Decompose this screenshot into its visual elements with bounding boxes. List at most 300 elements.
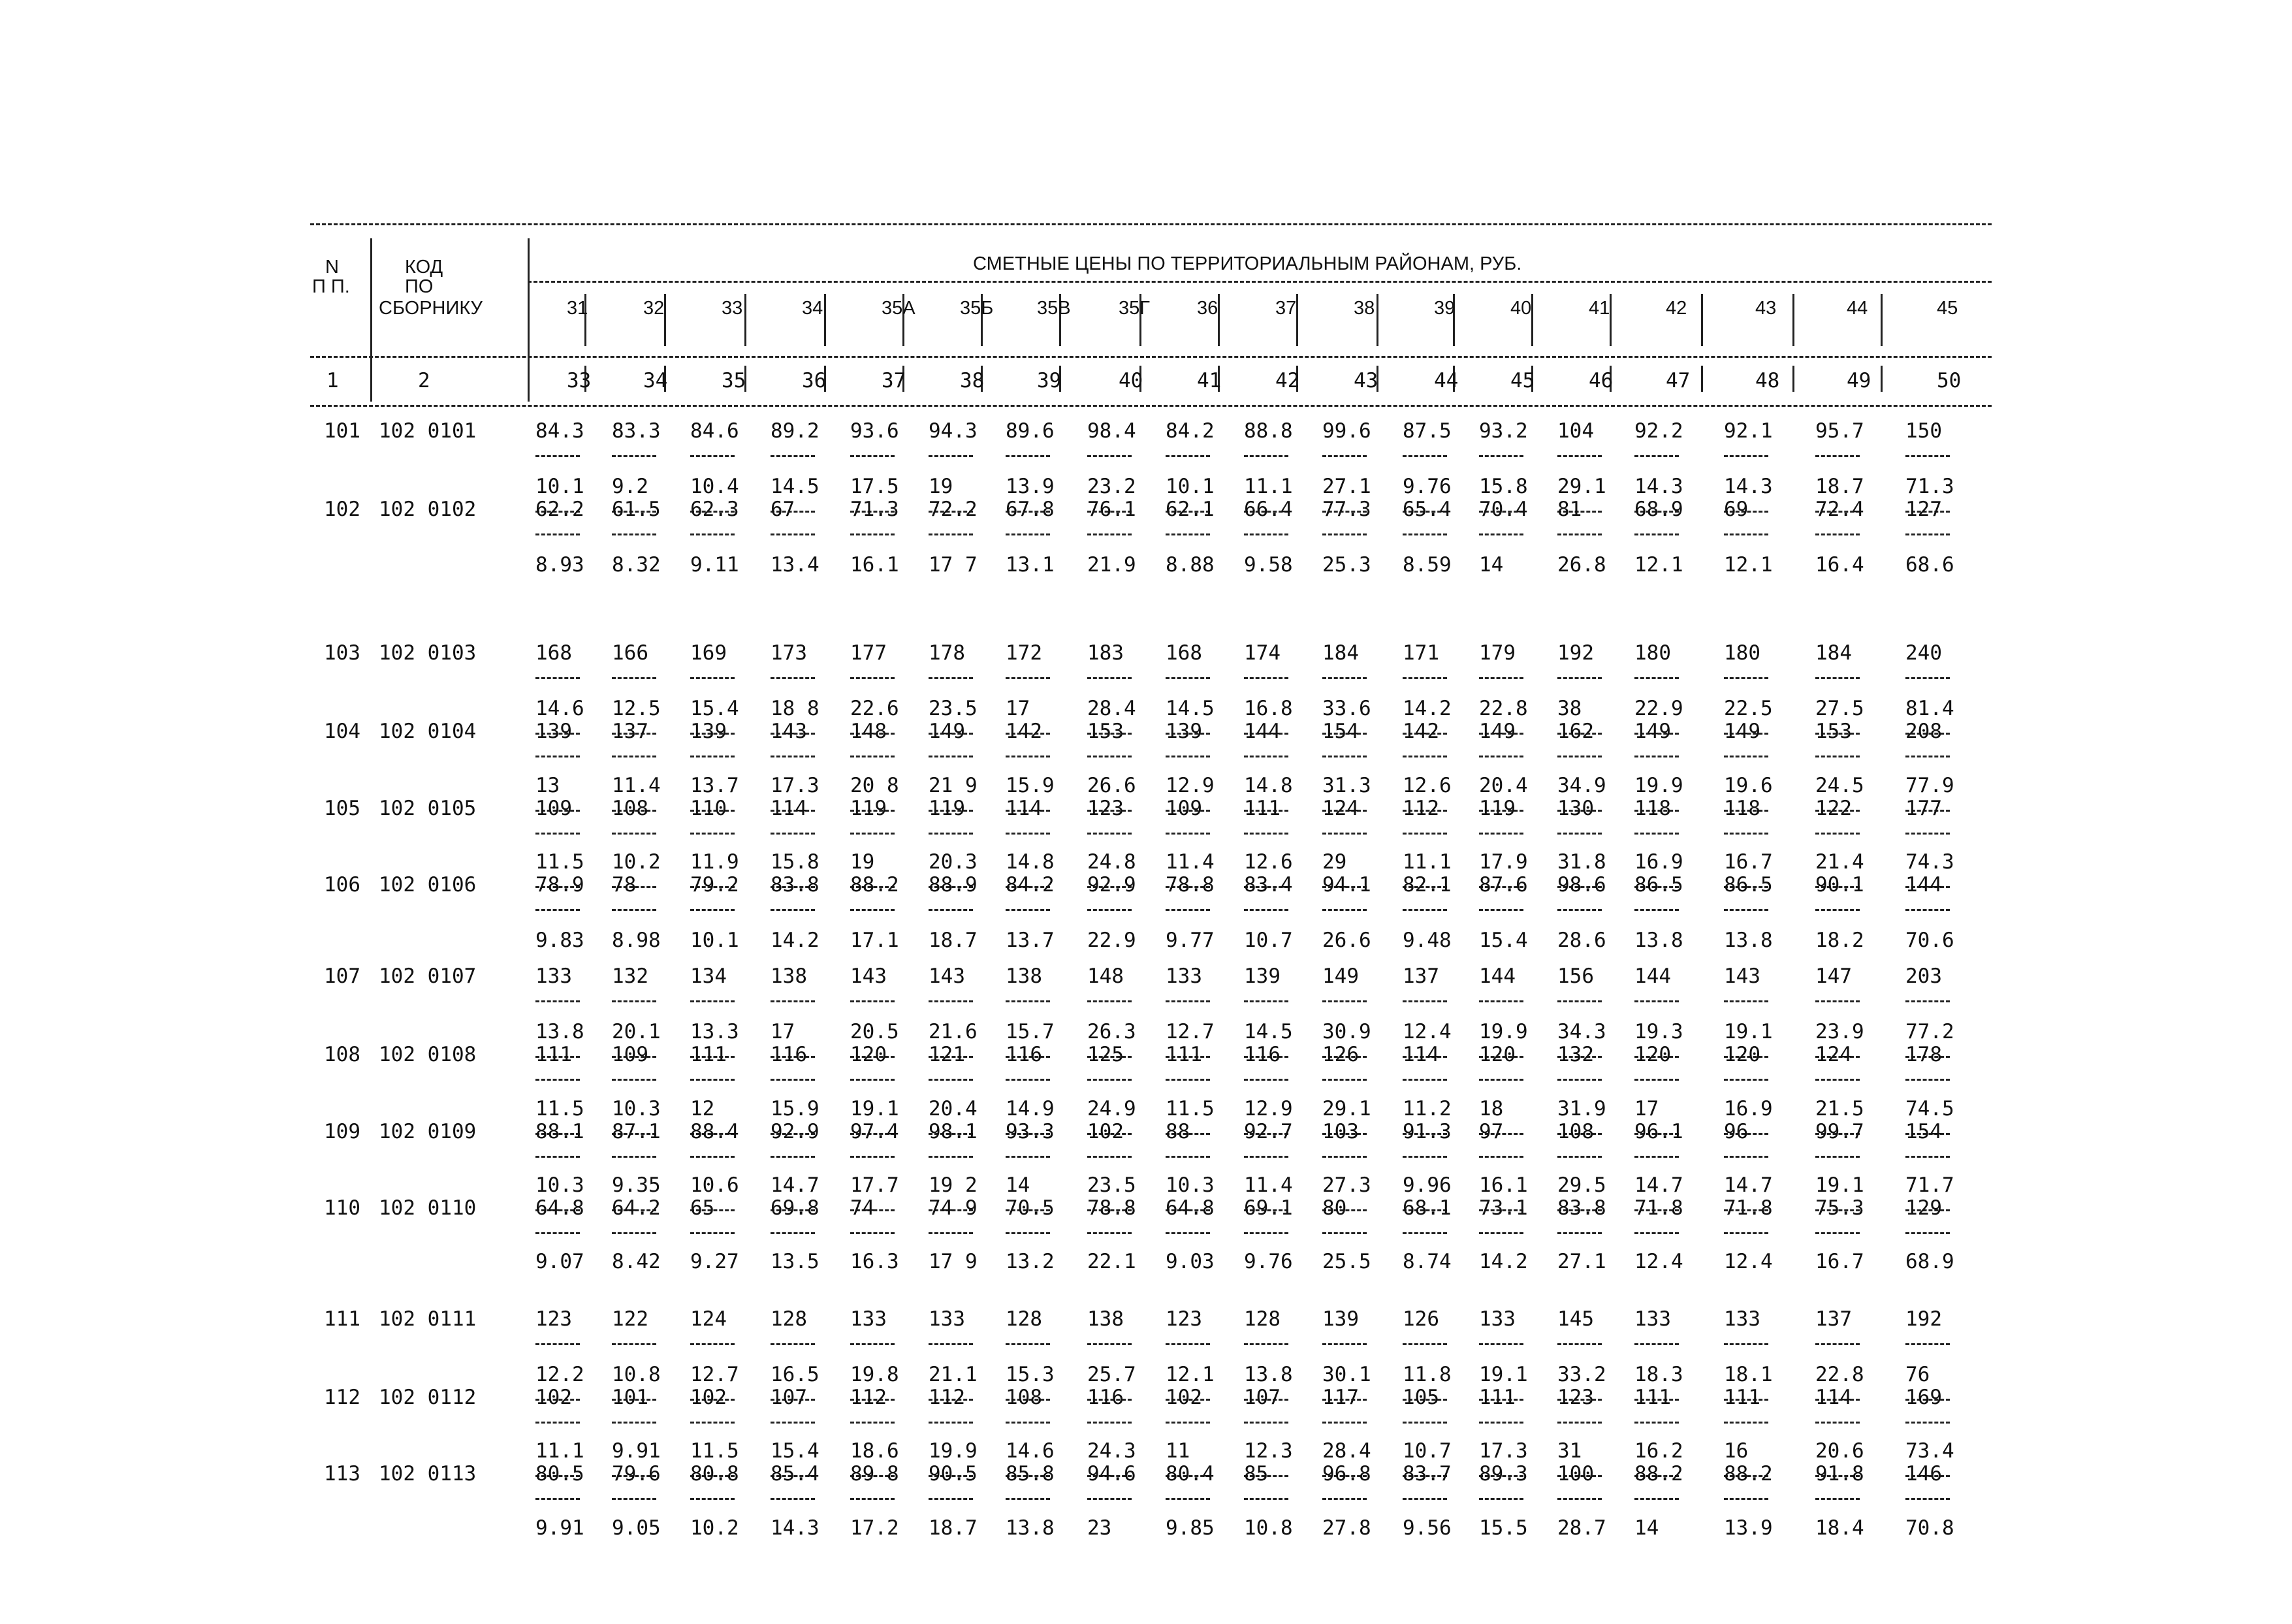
fraction-rule — [1724, 1000, 1768, 1002]
header-divider-region — [1610, 294, 1612, 346]
price-cell: 112 — [1403, 797, 1439, 820]
price-cell: 17 — [1006, 697, 1030, 720]
price-cell: 88.2 — [1724, 1462, 1773, 1486]
fraction-rule — [1815, 1232, 1860, 1234]
row-number: 106 — [324, 873, 360, 897]
fraction-rule — [1087, 833, 1132, 835]
row-code: 102 0113 — [379, 1462, 477, 1486]
price-cell: 38 — [1557, 697, 1582, 720]
price-cell: 16.7 — [1724, 850, 1773, 874]
price-cell: 72.2 — [929, 498, 978, 521]
fraction-rule — [535, 455, 580, 457]
fraction-rule — [1403, 1000, 1447, 1002]
price-cell: 10.2 — [690, 1516, 739, 1540]
price-cell: 88 — [1166, 1120, 1190, 1143]
fraction-rule — [1905, 1498, 1950, 1500]
price-cell: 117 — [1322, 1386, 1359, 1409]
price-cell: 16.2 — [1634, 1439, 1683, 1463]
fraction-rule — [929, 677, 973, 679]
price-cell: 23 — [1087, 1516, 1112, 1540]
price-cell: 107 — [1244, 1386, 1281, 1409]
fraction-rule — [1006, 677, 1050, 679]
fraction-rule — [612, 756, 656, 757]
price-cell: 114 — [771, 797, 807, 820]
price-cell: 33.2 — [1557, 1363, 1606, 1386]
header-divider-region — [664, 294, 666, 346]
price-cell: 144 — [1905, 873, 1942, 897]
fraction-rule — [1244, 1000, 1288, 1002]
fraction-rule — [929, 833, 973, 835]
price-cell: 180 — [1724, 641, 1760, 665]
price-cell: 68.1 — [1403, 1196, 1452, 1220]
fraction-rule — [1087, 455, 1132, 457]
price-cell: 23.5 — [929, 697, 978, 720]
price-cell: 11.5 — [690, 1439, 739, 1463]
price-cell: 9.35 — [612, 1173, 661, 1197]
price-cell: 14 — [1479, 553, 1504, 577]
fraction-rule — [1403, 677, 1447, 679]
price-cell: 168 — [1166, 641, 1202, 665]
price-cell: 77.2 — [1905, 1020, 1954, 1043]
price-cell: 119 — [850, 797, 887, 820]
fraction-rule — [1087, 1232, 1132, 1234]
price-cell: 19.1 — [1479, 1363, 1528, 1386]
price-cell: 111 — [1479, 1386, 1516, 1409]
price-cell: 14.3 — [1634, 475, 1683, 498]
price-cell: 120 — [1634, 1043, 1671, 1066]
fraction-rule — [1634, 533, 1679, 535]
header-region-16: 43 — [1755, 298, 1777, 319]
fraction-rule — [1724, 455, 1768, 457]
price-cell: 78.9 — [535, 873, 584, 897]
fraction-rule — [1724, 1422, 1768, 1424]
price-cell: 21 9 — [929, 774, 978, 797]
row-code: 102 0105 — [379, 797, 477, 820]
fraction-rule — [1087, 1498, 1132, 1500]
fraction-rule — [929, 909, 973, 911]
fraction-rule — [1244, 677, 1288, 679]
price-cell: 14.8 — [1244, 774, 1293, 797]
price-cell: 13.1 — [1006, 553, 1055, 577]
fraction-rule — [690, 1422, 735, 1424]
price-cell: 143 — [1724, 964, 1760, 988]
header-pp-label: П П. — [312, 276, 350, 297]
fraction-rule — [1557, 1232, 1602, 1234]
price-cell: 130 — [1557, 797, 1594, 820]
header-divider-region — [1377, 294, 1378, 346]
price-cell: 102 — [1166, 1386, 1202, 1409]
price-cell: 9.27 — [690, 1250, 739, 1273]
price-cell: 11.1 — [1403, 850, 1452, 874]
fraction-rule — [771, 1156, 815, 1158]
price-cell: 13.7 — [690, 774, 739, 797]
price-cell: 28.4 — [1322, 1439, 1371, 1463]
header-colnum-5: 35 — [722, 369, 746, 392]
price-cell: 12.1 — [1724, 553, 1773, 577]
price-cell: 10.3 — [535, 1173, 584, 1197]
fraction-rule — [1322, 833, 1367, 835]
price-cell: 72.4 — [1815, 498, 1864, 521]
fraction-rule — [612, 533, 656, 535]
fraction-rule — [1479, 1232, 1523, 1234]
price-cell: 19.9 — [1479, 1020, 1528, 1043]
price-cell: 92.9 — [771, 1120, 820, 1143]
price-cell: 8.98 — [612, 929, 661, 952]
price-cell: 11.9 — [690, 850, 739, 874]
price-cell: 110 — [690, 797, 727, 820]
price-cell: 12.4 — [1403, 1020, 1452, 1043]
fraction-rule — [1479, 1000, 1523, 1002]
price-cell: 132 — [612, 964, 648, 988]
header-divider-region — [744, 294, 746, 346]
price-cell: 89.3 — [1479, 1462, 1528, 1486]
row-number: 103 — [324, 641, 360, 665]
price-cell: 11 — [1166, 1439, 1190, 1463]
price-cell: 92.9 — [1087, 873, 1136, 897]
price-cell: 10.2 — [612, 850, 661, 874]
price-cell: 127 — [1905, 498, 1942, 521]
fraction-rule — [1166, 533, 1210, 535]
price-cell: 109 — [612, 1043, 648, 1066]
fraction-rule — [850, 455, 895, 457]
fraction-rule — [1479, 677, 1523, 679]
header-colnum-9: 39 — [1037, 369, 1062, 392]
header-divider-region — [1792, 294, 1794, 346]
fraction-rule — [1244, 1079, 1288, 1081]
fraction-rule — [1322, 533, 1367, 535]
price-cell: 9.58 — [1244, 553, 1293, 577]
fraction-rule — [1087, 1079, 1132, 1081]
header-colnum-3: 33 — [567, 369, 592, 392]
price-cell: 78.8 — [1166, 873, 1215, 897]
price-cell: 17.5 — [850, 475, 899, 498]
price-cell: 27.5 — [1815, 697, 1864, 720]
fraction-rule — [1403, 909, 1447, 911]
price-cell: 162 — [1557, 720, 1594, 743]
price-cell: 83.7 — [1403, 1462, 1452, 1486]
header-region-7: 35В — [1037, 298, 1071, 319]
header-colnum-10: 40 — [1119, 369, 1143, 392]
header-divider-colnum — [1792, 366, 1794, 392]
fraction-rule — [612, 1498, 656, 1500]
fraction-rule — [690, 1498, 735, 1500]
price-cell: 14 — [1006, 1173, 1030, 1197]
price-cell: 16.4 — [1815, 553, 1864, 577]
price-cell: 68.9 — [1634, 498, 1683, 521]
fraction-rule — [1087, 677, 1132, 679]
fraction-rule — [1166, 833, 1210, 835]
price-cell: 9.83 — [535, 929, 584, 952]
price-cell: 9.77 — [1166, 929, 1215, 952]
header-colnum-11: 41 — [1197, 369, 1222, 392]
price-cell: 174 — [1244, 641, 1281, 665]
price-cell: 19.9 — [1634, 774, 1683, 797]
price-cell: 118 — [1724, 797, 1760, 820]
price-cell: 71.7 — [1905, 1173, 1954, 1197]
fraction-rule — [535, 756, 580, 757]
price-cell: 105 — [1403, 1386, 1439, 1409]
price-cell: 85.8 — [1006, 1462, 1055, 1486]
fraction-rule — [1166, 455, 1210, 457]
price-cell: 149 — [1634, 720, 1671, 743]
fraction-rule — [1557, 455, 1602, 457]
price-cell: 12 — [690, 1097, 715, 1121]
fraction-rule — [1244, 1232, 1288, 1234]
price-cell: 17.7 — [850, 1173, 899, 1197]
price-cell: 14.2 — [1403, 697, 1452, 720]
fraction-rule — [771, 756, 815, 757]
fraction-rule — [850, 909, 895, 911]
price-cell: 77.3 — [1322, 498, 1371, 521]
price-cell: 17.9 — [1479, 850, 1528, 874]
fraction-rule — [1403, 756, 1447, 757]
price-cell: 102 — [535, 1386, 572, 1409]
price-cell: 93.3 — [1006, 1120, 1055, 1143]
price-cell: 139 — [535, 720, 572, 743]
price-cell: 19.1 — [850, 1097, 899, 1121]
price-cell: 96 — [1724, 1120, 1749, 1143]
price-cell: 17 7 — [929, 553, 978, 577]
price-cell: 11.4 — [612, 774, 661, 797]
price-cell: 11.1 — [535, 1439, 584, 1463]
price-cell: 74.3 — [1905, 850, 1954, 874]
fraction-rule — [1244, 455, 1288, 457]
header-divider-region — [1701, 294, 1703, 346]
fraction-rule — [771, 1079, 815, 1081]
price-cell: 143 — [850, 964, 887, 988]
price-cell: 18.3 — [1634, 1363, 1683, 1386]
fraction-rule — [1634, 1079, 1679, 1081]
fraction-rule — [1815, 909, 1860, 911]
fraction-rule — [1815, 1156, 1860, 1158]
price-cell: 9.96 — [1403, 1173, 1452, 1197]
fraction-rule — [929, 533, 973, 535]
price-cell: 14.2 — [771, 929, 820, 952]
price-cell: 10.6 — [690, 1173, 739, 1197]
price-cell: 17 — [771, 1020, 795, 1043]
fraction-rule — [535, 533, 580, 535]
price-cell: 12.1 — [1634, 553, 1683, 577]
price-cell: 26.6 — [1322, 929, 1371, 952]
fraction-rule — [690, 1000, 735, 1002]
price-cell: 69 — [1724, 498, 1749, 521]
fraction-rule — [690, 909, 735, 911]
price-cell: 86.5 — [1724, 873, 1773, 897]
row-number: 108 — [324, 1043, 360, 1066]
price-cell: 138 — [771, 964, 807, 988]
price-cell: 133 — [1479, 1307, 1516, 1331]
price-cell: 192 — [1557, 641, 1594, 665]
price-cell: 70.8 — [1905, 1516, 1954, 1540]
price-cell: 29.1 — [1557, 475, 1606, 498]
price-cell: 139 — [1166, 720, 1202, 743]
price-cell: 91.3 — [1403, 1120, 1452, 1143]
price-cell: 71.8 — [1724, 1196, 1773, 1220]
fraction-rule — [850, 677, 895, 679]
price-cell: 8.59 — [1403, 553, 1452, 577]
price-cell: 21.6 — [929, 1020, 978, 1043]
fraction-rule — [1403, 1422, 1447, 1424]
fraction-rule — [1006, 1343, 1050, 1345]
price-cell: 14.5 — [1166, 697, 1215, 720]
price-cell: 16.9 — [1724, 1097, 1773, 1121]
price-cell: 76.1 — [1087, 498, 1136, 521]
fraction-rule — [1905, 756, 1950, 757]
price-cell: 14.5 — [1244, 1020, 1293, 1043]
price-cell: 15.9 — [771, 1097, 820, 1121]
header-colnum-1: 1 — [326, 369, 339, 392]
row-number: 105 — [324, 797, 360, 820]
price-cell: 139 — [1244, 964, 1281, 988]
price-cell: 70.5 — [1006, 1196, 1055, 1220]
fraction-rule — [850, 756, 895, 757]
price-cell: 8.74 — [1403, 1250, 1452, 1273]
price-cell: 16.7 — [1815, 1250, 1864, 1273]
price-cell: 13.7 — [1006, 929, 1055, 952]
fraction-rule — [1322, 1000, 1367, 1002]
price-cell: 88.1 — [535, 1120, 584, 1143]
price-cell: 124 — [1815, 1043, 1852, 1066]
header-colnum-2: 2 — [418, 369, 430, 392]
price-cell: 25.7 — [1087, 1363, 1136, 1386]
fraction-rule — [771, 533, 815, 535]
fraction-rule — [535, 1343, 580, 1345]
fraction-rule — [1244, 1498, 1288, 1500]
fraction-rule — [1905, 533, 1950, 535]
price-cell: 14 — [1634, 1516, 1659, 1540]
price-cell: 128 — [1006, 1307, 1042, 1331]
price-cell: 23.5 — [1087, 1173, 1136, 1197]
fraction-rule — [535, 1232, 580, 1234]
fraction-rule — [612, 1422, 656, 1424]
fraction-rule — [1634, 909, 1679, 911]
price-cell: 27.1 — [1557, 1250, 1606, 1273]
price-cell: 80.8 — [690, 1462, 739, 1486]
price-cell: 74.5 — [1905, 1097, 1954, 1121]
price-cell: 80 — [1322, 1196, 1347, 1220]
price-cell: 18.7 — [1815, 475, 1864, 498]
price-cell: 122 — [1815, 797, 1852, 820]
price-cell: 139 — [690, 720, 727, 743]
price-cell: 67 — [771, 498, 795, 521]
fraction-rule — [1403, 1498, 1447, 1500]
header-divider-code — [528, 238, 530, 402]
price-cell: 11.1 — [1244, 475, 1293, 498]
price-cell: 114 — [1815, 1386, 1852, 1409]
header-colnum-14: 44 — [1434, 369, 1459, 392]
fraction-rule — [1166, 677, 1210, 679]
price-cell: 20.3 — [929, 850, 978, 874]
price-cell: 81.4 — [1905, 697, 1954, 720]
price-cell: 10.7 — [1403, 1439, 1452, 1463]
price-cell: 64.8 — [1166, 1196, 1215, 1220]
price-cell: 12.7 — [1166, 1020, 1215, 1043]
price-cell: 9.91 — [535, 1516, 584, 1540]
price-cell: 16.9 — [1634, 850, 1683, 874]
header-colnum-16: 46 — [1589, 369, 1614, 392]
price-cell: 14.9 — [1006, 1097, 1055, 1121]
price-cell: 15.4 — [1479, 929, 1528, 952]
fraction-rule — [1905, 455, 1950, 457]
fraction-rule — [1166, 1498, 1210, 1500]
row-code: 102 0111 — [379, 1307, 477, 1331]
price-cell: 62.1 — [1166, 498, 1215, 521]
price-cell: 65.4 — [1403, 498, 1452, 521]
price-cell: 10.1 — [1166, 475, 1215, 498]
price-cell: 77.9 — [1905, 774, 1954, 797]
price-cell: 92.1 — [1724, 419, 1773, 443]
price-cell: 18.6 — [850, 1439, 899, 1463]
price-cell: 8.88 — [1166, 553, 1215, 577]
fraction-rule — [1403, 533, 1447, 535]
price-cell: 12.9 — [1166, 774, 1215, 797]
price-cell: 148 — [850, 720, 887, 743]
fraction-rule — [690, 455, 735, 457]
fraction-rule — [1244, 909, 1288, 911]
price-cell: 84.2 — [1006, 873, 1055, 897]
fraction-rule — [1403, 833, 1447, 835]
price-cell: 14.3 — [771, 1516, 820, 1540]
price-cell: 116 — [1006, 1043, 1042, 1066]
price-cell: 31.8 — [1557, 850, 1606, 874]
fraction-rule — [1006, 1000, 1050, 1002]
price-cell: 9.76 — [1403, 475, 1452, 498]
fraction-rule — [1479, 1156, 1523, 1158]
price-cell: 146 — [1905, 1462, 1942, 1486]
fraction-rule — [1006, 533, 1050, 535]
fraction-rule — [1815, 455, 1860, 457]
price-cell: 18 — [1479, 1097, 1504, 1121]
price-cell: 28.7 — [1557, 1516, 1606, 1540]
row-number: 104 — [324, 720, 360, 743]
price-cell: 17.3 — [771, 774, 820, 797]
price-cell: 179 — [1479, 641, 1516, 665]
row-code: 102 0101 — [379, 419, 477, 443]
fraction-rule — [1634, 1000, 1679, 1002]
fraction-rule — [1634, 1498, 1679, 1500]
price-cell: 19.1 — [1724, 1020, 1773, 1043]
fraction-rule — [929, 1498, 973, 1500]
fraction-rule — [690, 756, 735, 757]
fraction-rule — [1166, 1343, 1210, 1345]
price-cell: 14.7 — [1724, 1173, 1773, 1197]
price-cell: 9.05 — [612, 1516, 661, 1540]
fraction-rule — [1634, 1156, 1679, 1158]
price-cell: 240 — [1905, 641, 1942, 665]
price-cell: 85 — [1244, 1462, 1269, 1486]
price-cell: 74 — [850, 1196, 875, 1220]
price-cell: 15.4 — [690, 697, 739, 720]
price-cell: 208 — [1905, 720, 1942, 743]
price-cell: 10.8 — [612, 1363, 661, 1386]
fraction-rule — [690, 677, 735, 679]
price-cell: 116 — [1087, 1386, 1124, 1409]
fraction-rule — [1905, 1079, 1950, 1081]
price-cell: 177 — [850, 641, 887, 665]
fraction-rule — [1006, 1079, 1050, 1081]
header-n-label: N — [325, 257, 339, 278]
fraction-rule — [535, 1422, 580, 1424]
fraction-rule — [1557, 533, 1602, 535]
fraction-rule — [1724, 1498, 1768, 1500]
price-cell: 71.3 — [1905, 475, 1954, 498]
fraction-rule — [1403, 1156, 1447, 1158]
header-divider-region — [1218, 294, 1220, 346]
row-code: 102 0108 — [379, 1043, 477, 1066]
price-cell: 20 8 — [850, 774, 899, 797]
price-cell: 18.7 — [929, 929, 978, 952]
header-divider-colnum — [1881, 366, 1883, 392]
